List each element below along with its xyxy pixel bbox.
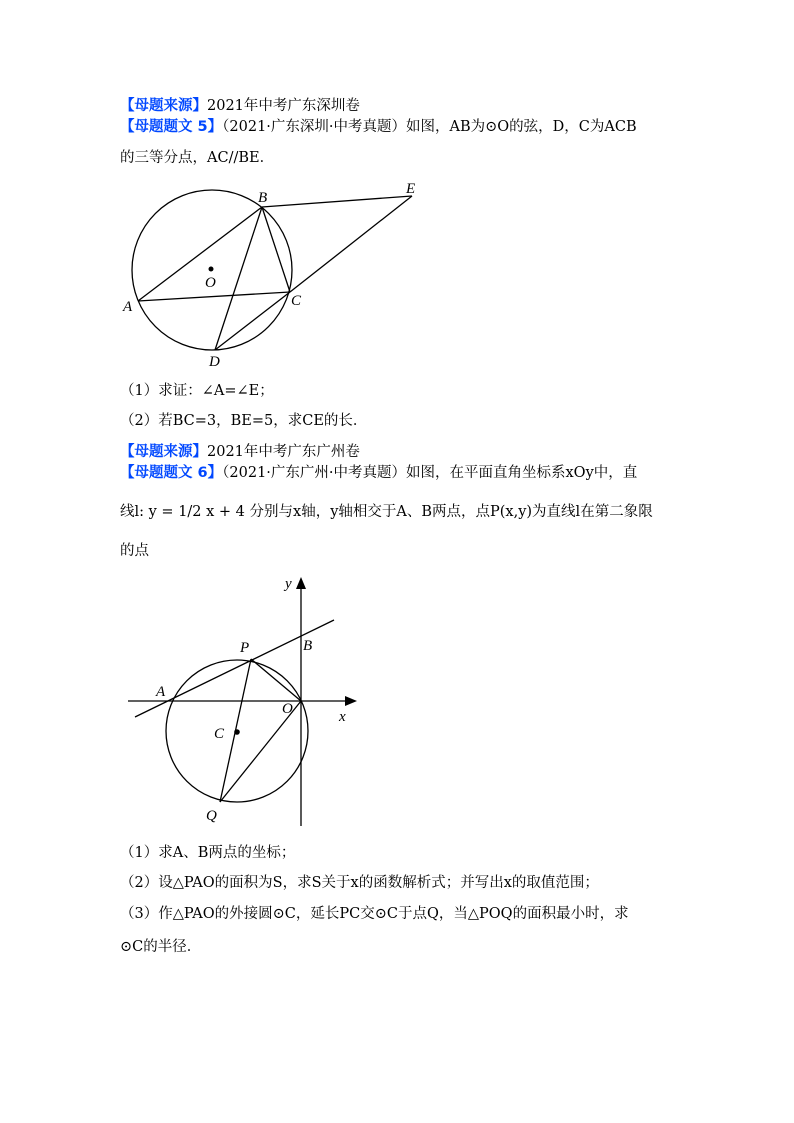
- problem5-source-tag: 【母题来源】: [120, 98, 207, 114]
- problem5-title-tag: 【母题题文 5】: [120, 119, 223, 135]
- problem5-q2: （2）若BC=3，BE=5，求CE的长．: [120, 413, 368, 429]
- problem6-title-tag: 【母题题文 6】: [120, 465, 223, 481]
- problem6-title-line: [120, 463, 637, 483]
- label-c: C: [291, 293, 302, 309]
- problem5-title-text: （2021·广东深圳·中考真题）如图，AB为⊙O的弦，D，C为ACB: [222, 119, 637, 135]
- label-p: P: [240, 640, 250, 656]
- label-a: A: [123, 299, 133, 315]
- label-o: O: [282, 701, 293, 717]
- problem6-source-text: 2021年中考广东广州卷: [207, 444, 360, 460]
- problem6-line2: 线l: y = 1/2 x + 4 分别与x轴，y轴相交于A、B两点，点P(x,y)为直线l在第二象限: [120, 504, 653, 520]
- segment-bd: [215, 207, 262, 350]
- problem6-figure: [125, 570, 365, 830]
- problem6-source-tag: 【母题来源】: [120, 444, 207, 460]
- problem5-q1: （1）求证：∠A=∠E；: [120, 383, 274, 399]
- label-d: D: [209, 354, 220, 370]
- problem5-line2: 的三等分点，AC//BE．: [120, 150, 275, 166]
- segment-bc: [262, 207, 290, 292]
- segment-ab: [138, 207, 262, 301]
- problem6-q3b: ⊙C的半径．: [120, 939, 202, 955]
- problem5-figure: [115, 178, 425, 373]
- x-axis-arrow: [345, 696, 357, 706]
- segment-be: [262, 196, 412, 207]
- center-dot-o: [209, 267, 214, 272]
- center-dot-c: [234, 729, 240, 735]
- label-c: C: [214, 726, 225, 742]
- segment-po: [251, 659, 301, 701]
- problem6-q2: （2）设△PAO的面积为S，求S关于x的函数解析式；并写出x的取值范围；: [120, 875, 599, 891]
- segment-ce: [290, 196, 412, 292]
- segment-ac: [138, 292, 290, 301]
- problem5-title-line: [120, 117, 637, 137]
- label-b: B: [258, 190, 268, 206]
- problem5-source-text: 2021年中考广东深圳卷: [207, 98, 360, 114]
- label-e: E: [406, 181, 416, 197]
- segment-cd: [215, 292, 290, 350]
- problem6-title-text: （2021·广东广州·中考真题）如图，在平面直角坐标系xOy中，直: [222, 465, 638, 481]
- label-a: A: [156, 684, 166, 700]
- label-q: Q: [206, 808, 217, 824]
- problem6-line3: 的点: [120, 543, 149, 559]
- label-o: O: [205, 275, 216, 291]
- problem5-source-line: [120, 96, 360, 116]
- label-y: y: [285, 576, 292, 592]
- problem6-q3a: （3）作△PAO的外接圆⊙C，延长PC交⊙C于点Q，当△POQ的面积最小时，求: [120, 906, 629, 922]
- line-l: [135, 620, 334, 717]
- problem6-source-line: [120, 442, 360, 462]
- problem6-q1: （1）求A、B两点的坐标；: [120, 845, 296, 861]
- y-axis-arrow: [296, 577, 306, 589]
- label-b: B: [303, 638, 313, 654]
- label-x: x: [339, 709, 346, 725]
